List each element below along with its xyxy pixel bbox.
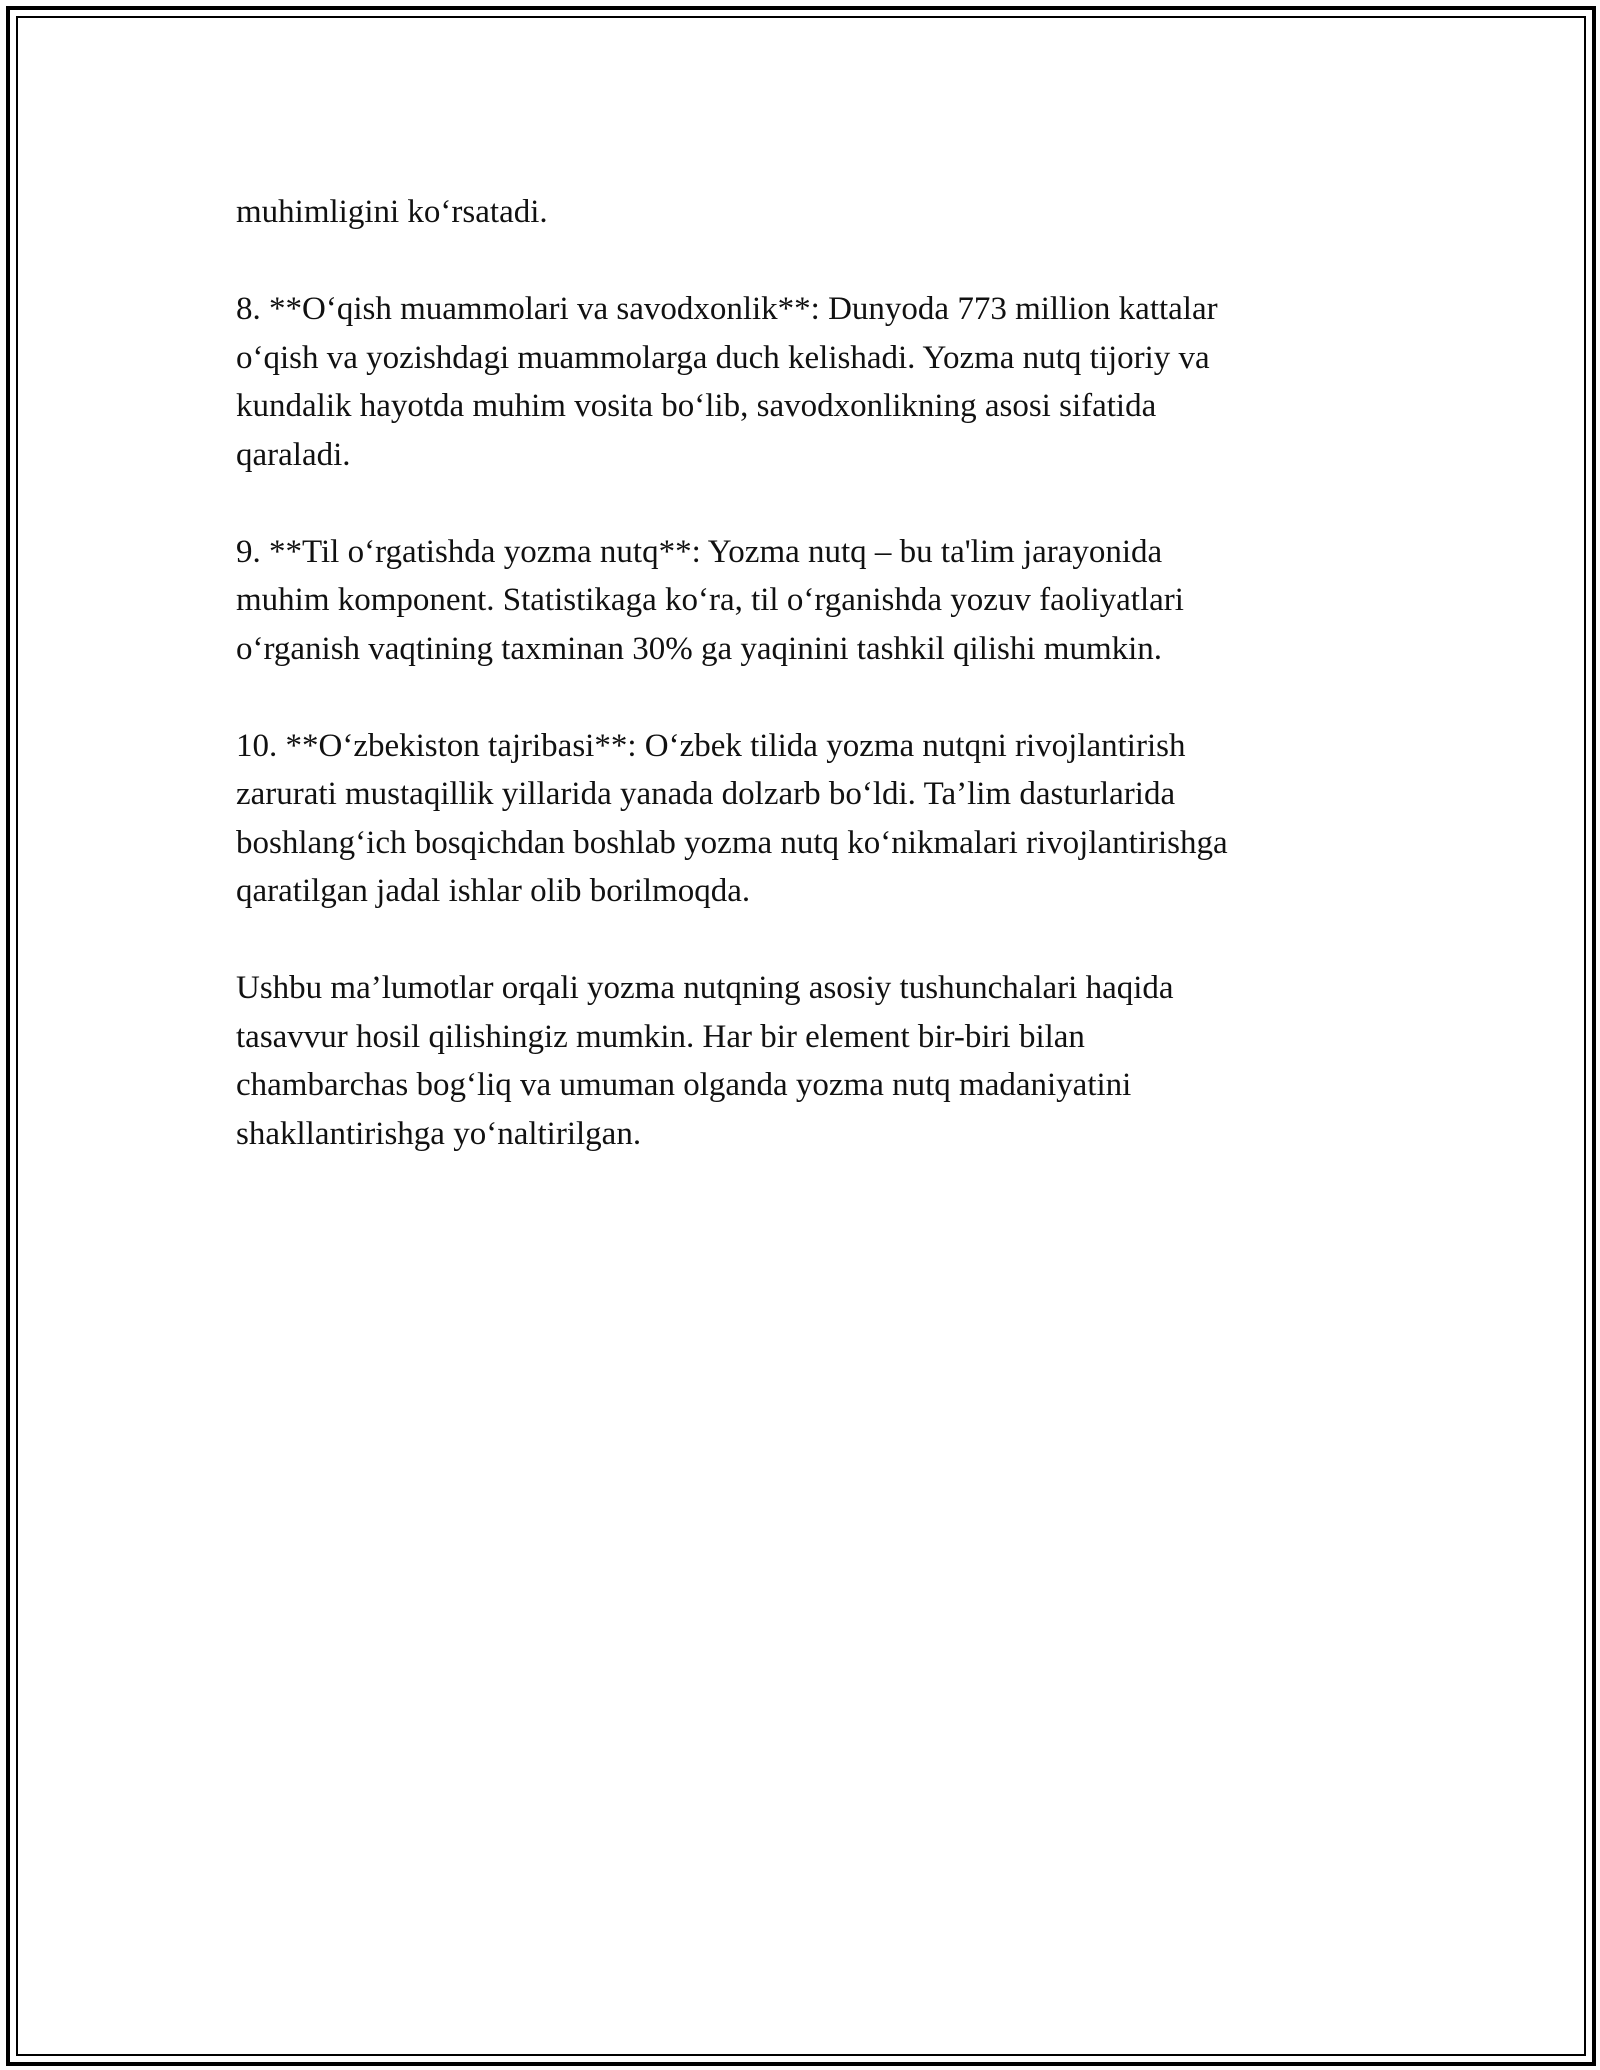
paragraph-item-9: 9. **Til o‘rgatishda yozma nutq**: Yozma nutq – bu ta'lim jarayonida muhim komponent. Statistikaga ko‘ra, til o‘rganishda yozuv faoliyatlari o‘rganish vaqtining taxminan 30% ga yaqinini tashkil qilishi mumkin. — [236, 533, 1184, 667]
paragraph-conclusion: Ushbu ma’lumotlar orqali yozma nutqning asosiy tushunchalari haqida tasavvur hosil qilishingiz mumkin. Har bir element bir-biri bilan chambarchas bog‘liq va umuman olganda yozma nutq madaniyatini shakllantirishga yo‘naltirilgan. — [236, 970, 1174, 1152]
document-body — [236, 188, 1366, 1207]
paragraph-item-10: 10. **O‘zbekiston tajribasi**: O‘zbek tilida yozma nutqni rivojlantirish zarurati mustaqillik yillarida yanada dolzarb bo‘ldi. Ta’lim dasturlarida boshlang‘ich bosqichdan boshlab yozma nutq ko‘nikmalari rivojlantirishga qaratilgan jadal ishlar olib borilmoqda. — [236, 727, 1228, 909]
paragraph-continuation: muhimligini ko‘rsatadi. — [236, 194, 548, 230]
paragraph-item-8: 8. **O‘qish muammolari va savodxonlik**: Dunyoda 773 million kattalar o‘qish va yozishdagi muammolarga duch kelishadi. Yozma nutq tijoriy va kundalik hayotda muhim vosita bo‘lib, savodxonlikning asosi sifatida qaraladi. — [236, 291, 1218, 473]
